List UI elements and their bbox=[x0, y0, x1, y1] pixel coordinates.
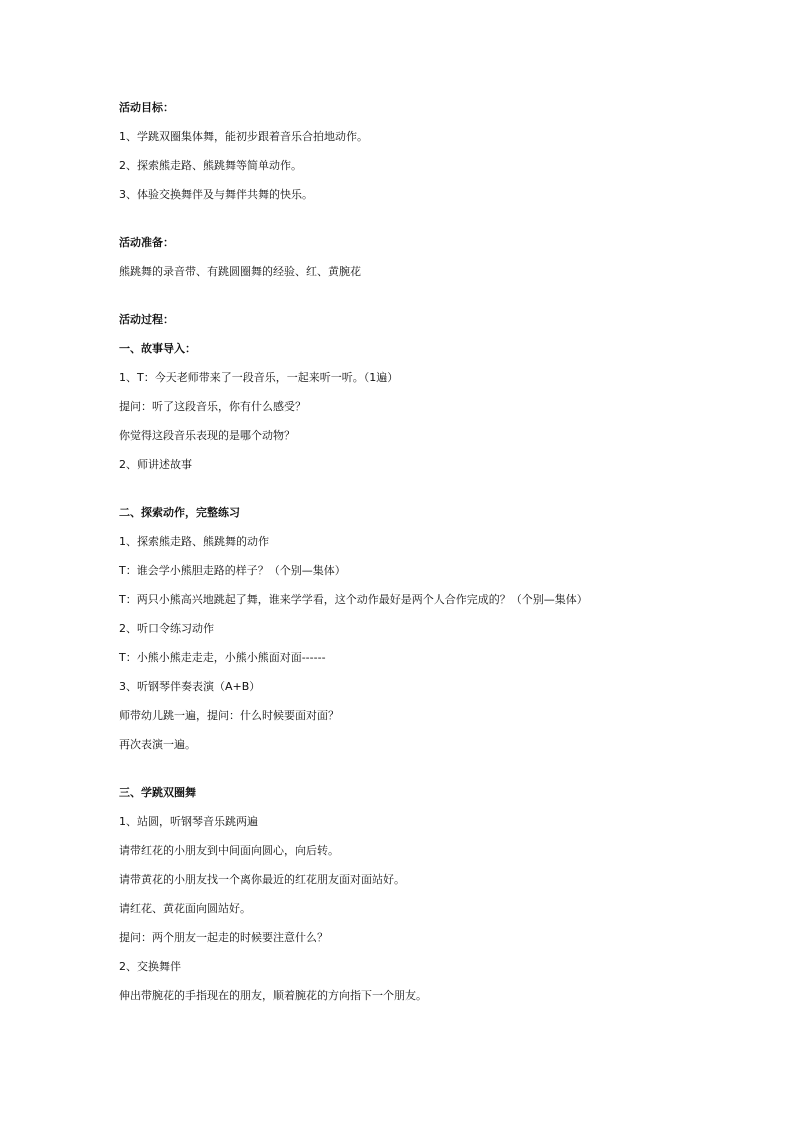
section-heading: 活动目标： bbox=[119, 101, 174, 114]
text-line: 2、师讲述故事 bbox=[119, 458, 192, 471]
section-gap bbox=[119, 294, 759, 313]
section-subheading: 一、故事导入： bbox=[119, 342, 196, 355]
section-heading: 三、学跳双圈舞 bbox=[119, 786, 196, 799]
text-line: 3、体验交换舞伴及与舞伴共舞的快乐。 bbox=[119, 188, 313, 201]
text-line: 熊跳舞的录音带、有跳圆圈舞的经验、红、黄腕花 bbox=[119, 265, 361, 278]
text-line: 1、探索熊走路、熊跳舞的动作 bbox=[119, 535, 269, 548]
section-goals bbox=[119, 101, 759, 202]
section-heading: 活动过程： bbox=[119, 313, 174, 326]
text-line: 请带黄花的小朋友找一个离你最近的红花朋友面对面站好。 bbox=[119, 873, 405, 886]
section-double-circle-dance bbox=[119, 786, 759, 1003]
document-page bbox=[119, 101, 759, 1018]
section-gap bbox=[119, 767, 759, 786]
section-heading: 活动准备： bbox=[119, 236, 174, 249]
text-line: 1、站圆，听钢琴音乐跳两遍 bbox=[119, 815, 258, 828]
text-line: 提问：两个朋友一起走的时候要注意什么？ bbox=[119, 931, 328, 944]
text-line: T：谁会学小熊胆走路的样子？（个别—集体） bbox=[119, 564, 346, 577]
text-line: 你觉得这段音乐表现的是哪个动物？ bbox=[119, 429, 295, 442]
text-line: 提问：听了这段音乐，你有什么感受？ bbox=[119, 400, 306, 413]
text-line: 2、探索熊走路、熊跳舞等简单动作。 bbox=[119, 159, 302, 172]
text-line: 师带幼儿跳一遍，提问：什么时候要面对面？ bbox=[119, 709, 339, 722]
text-line: 伸出带腕花的手指现在的朋友，顺着腕花的方向指下一个朋友。 bbox=[119, 989, 427, 1002]
section-process bbox=[119, 313, 759, 472]
text-line: 2、交换舞伴 bbox=[119, 960, 181, 973]
text-line: 再次表演一遍。 bbox=[119, 738, 196, 751]
text-line: 3、听钢琴伴奏表演（A+B） bbox=[119, 680, 261, 693]
section-heading: 二、探索动作，完整练习 bbox=[119, 506, 240, 519]
text-line: 请红花、黄花面向圆站好。 bbox=[119, 902, 251, 915]
text-line: 请带红花的小朋友到中间面向圆心，向后转。 bbox=[119, 844, 339, 857]
text-line: 2、听口令练习动作 bbox=[119, 622, 214, 635]
text-line: 1、T：今天老师带来了一段音乐，一起来听一听。（1遍） bbox=[119, 371, 399, 384]
text-line: T：小熊小熊走走走，小熊小熊面对面------ bbox=[119, 651, 326, 664]
text-line: 1、学跳双圈集体舞，能初步跟着音乐合拍地动作。 bbox=[119, 130, 368, 143]
section-preparation bbox=[119, 236, 759, 279]
text-line: T：两只小熊高兴地跳起了舞，谁来学学看，这个动作最好是两个人合作完成的？（个别—集体） bbox=[119, 593, 588, 606]
section-gap bbox=[119, 487, 759, 506]
section-gap bbox=[119, 217, 759, 236]
section-explore-actions bbox=[119, 506, 759, 752]
